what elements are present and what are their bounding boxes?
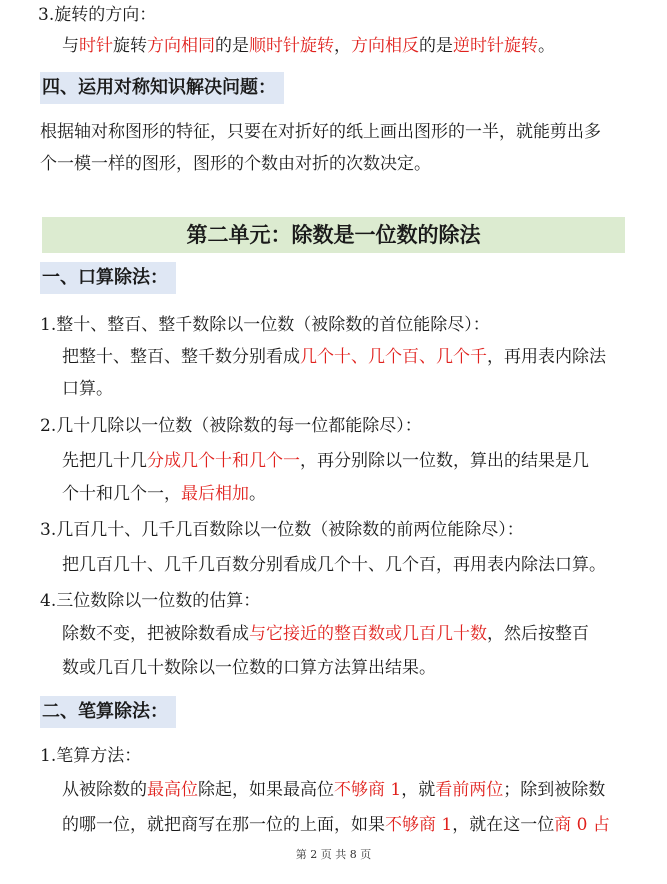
item-text	[62, 449, 589, 473]
highlight-run: 几个十、几个百、几个千	[300, 347, 487, 367]
text-run: 从被除数的	[62, 780, 147, 800]
highlight-run: 与它接近的整百数或几百几十数	[249, 624, 487, 644]
highlight-run: 看前两位	[435, 780, 504, 800]
page-footer: 第 2 页 共 8 页	[295, 848, 372, 861]
text-run: 除起，如果最高位	[198, 780, 334, 800]
text-run: 把整十、整百、整千数分别看成	[62, 347, 300, 367]
section-4-heading: 四、运用对称知识解决问题：	[40, 72, 284, 104]
text-run: 。	[249, 484, 266, 504]
item-title: 1.笔算方法：	[40, 746, 142, 766]
highlight-run: 逆时针旋转	[453, 36, 538, 56]
highlight-run: 不够商 1	[334, 780, 402, 800]
item-text: 数或几百几十数除以一位数的口算方法算出结果。	[62, 658, 436, 678]
highlight-run: 最高位	[147, 780, 198, 800]
item-text	[62, 482, 266, 506]
text-run: 除数不变，把被除数看成	[62, 624, 249, 644]
oral-division-heading: 一、口算除法：	[40, 262, 176, 294]
item-text	[62, 778, 605, 802]
item-text	[62, 345, 606, 369]
highlight-run: 最后相加	[181, 484, 249, 504]
text-run: 先把几十几	[62, 451, 147, 471]
text-run: 旋转	[113, 36, 147, 56]
text-run: ，然后按整百	[487, 624, 589, 644]
text-run: 的是	[419, 36, 453, 56]
text-run: ，	[334, 36, 351, 56]
section-3-title: 3.旋转的方向：	[38, 5, 157, 25]
highlight-run: 方向相反	[351, 36, 419, 56]
rotation-direction-text	[62, 34, 555, 58]
highlight-run: 分成几个十和几个一	[147, 451, 300, 471]
item-text: 口算。	[62, 379, 113, 399]
paragraph-line: 根据轴对称图形的特征，只要在对折好的纸上画出图形的一半，就能剪出多	[40, 122, 601, 142]
text-run: 。	[538, 36, 555, 56]
text-run: 的哪一位，就把商写在那一位的上面，如果	[62, 815, 385, 835]
paragraph-line: 个一模一样的图形，图形的个数由对折的次数决定。	[40, 154, 431, 174]
item-title: 1.整十、整百、整千数除以一位数（被除数的首位能除尽）：	[40, 315, 490, 335]
text-run: ；除到被除数	[503, 780, 606, 800]
highlight-run: 顺时针旋转	[249, 36, 334, 56]
item-text	[62, 813, 610, 837]
text-run: 与	[62, 36, 79, 56]
item-title: 2.几十几除以一位数（被除数的每一位都能除尽）：	[40, 416, 422, 436]
highlight-run: 不够商 1	[385, 815, 453, 835]
text-run: ，就	[401, 780, 436, 800]
item-text	[62, 622, 589, 646]
unit-title: 第二单元：除数是一位数的除法	[42, 217, 625, 253]
text-run: 个十和几个一，	[62, 484, 181, 504]
item-title: 3.几百几十、几千几百数除以一位数（被除数的前两位能除尽）：	[40, 520, 524, 540]
text-run: 的是	[215, 36, 249, 56]
item-text: 把几百几十、几千几百数分别看成几个十、几个百，再用表内除法口算。	[62, 555, 606, 575]
text-run: ，再用表内除法	[487, 347, 606, 367]
highlight-run: 商 0 占	[554, 815, 610, 835]
highlight-run: 方向相同	[147, 36, 215, 56]
written-division-heading: 二、笔算除法：	[40, 696, 176, 728]
text-run: ，就在这一位	[452, 815, 555, 835]
highlight-run: 时针	[79, 36, 113, 56]
text-run: ，再分别除以一位数，算出的结果是几	[300, 451, 589, 471]
item-title: 4.三位数除以一位数的估算：	[40, 591, 261, 611]
